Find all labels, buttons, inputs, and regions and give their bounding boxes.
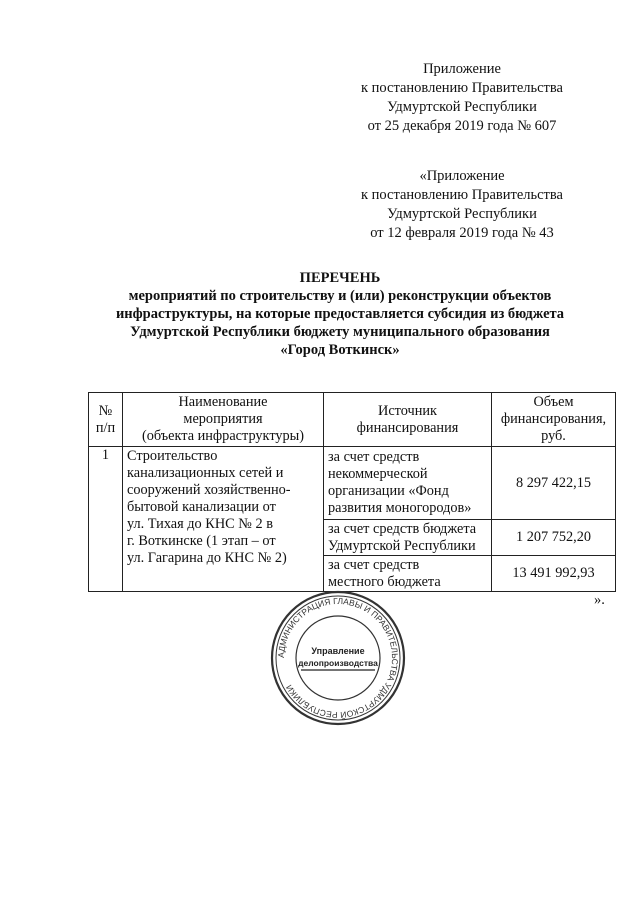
appendix-line: к постановлению Правительства bbox=[361, 80, 563, 96]
row-measure-name bbox=[123, 447, 324, 592]
appendix-line: Приложение bbox=[423, 61, 501, 77]
header-line: № bbox=[98, 402, 113, 419]
name-line: Строительство bbox=[127, 448, 218, 464]
source-line: некоммерческой bbox=[328, 466, 428, 482]
header-amount bbox=[492, 393, 616, 447]
title-line: инфраструктуры, на которые предоставляется субсидия из бюджета bbox=[115, 306, 565, 322]
source-cell bbox=[324, 520, 492, 556]
appendix-current bbox=[342, 60, 582, 136]
closing-quote: ». bbox=[594, 592, 605, 608]
name-line: бытовой канализации от bbox=[127, 499, 276, 515]
header-line: Объем bbox=[533, 394, 574, 410]
header-line: финансирования, bbox=[500, 411, 607, 427]
stamp-ring-text: АДМИНИСТРАЦИЯ ГЛАВЫ И ПРАВИТЕЛЬСТВА УДМУРТСКОЙ РЕСПУБЛИКИ bbox=[275, 595, 401, 721]
header-line: п/п bbox=[95, 419, 116, 436]
title-heading: ПЕРЕЧЕНЬ bbox=[299, 270, 381, 286]
header-source bbox=[324, 393, 492, 447]
source-line: местного бюджета bbox=[328, 573, 441, 590]
measures-table bbox=[88, 392, 616, 592]
amount-cell: 13 491 992,93 bbox=[492, 556, 616, 592]
header-line: мероприятия bbox=[183, 411, 263, 427]
source-line: за счет средств bbox=[328, 449, 420, 465]
source-cell bbox=[324, 556, 492, 592]
document-title bbox=[60, 269, 620, 359]
appendix-line: «Приложение bbox=[419, 168, 505, 184]
title-line: Удмуртской Республики бюджету муниципального образования bbox=[130, 324, 550, 340]
row-num: 1 bbox=[89, 447, 123, 592]
source-line: за счет средств bbox=[328, 556, 420, 573]
header-line: Источник bbox=[378, 402, 437, 419]
name-line: сооружений хозяйственно- bbox=[127, 482, 291, 498]
name-line: ул. Гагарина до КНС № 2) bbox=[127, 550, 287, 566]
appendix-line: к постановлению Правительства bbox=[361, 187, 563, 203]
header-line: руб. bbox=[541, 428, 566, 444]
amount-cell: 1 207 752,20 bbox=[492, 520, 616, 556]
header-line: (объекта инфраструктуры) bbox=[141, 428, 305, 444]
header-line: Наименование bbox=[178, 394, 268, 410]
stamp-inner-line: Управление bbox=[311, 646, 365, 656]
source-cell bbox=[324, 447, 492, 520]
appendix-previous bbox=[342, 167, 582, 243]
table-header-row bbox=[89, 393, 616, 447]
title-line: «Город Воткинск» bbox=[280, 342, 400, 358]
source-line: за счет средств бюджета bbox=[328, 520, 477, 537]
appendix-line: от 25 декабря 2019 года № 607 bbox=[367, 118, 557, 134]
table-row bbox=[89, 447, 616, 520]
name-line: канализационных сетей и bbox=[127, 465, 284, 481]
header-num bbox=[89, 393, 123, 447]
header-name bbox=[123, 393, 324, 447]
source-line: развития моногородов» bbox=[328, 500, 472, 516]
title-line: мероприятий по строительству и (или) реконструкции объектов bbox=[128, 288, 552, 304]
stamp-inner-line: делопроизводства bbox=[298, 658, 378, 668]
appendix-line: Удмуртской Республики bbox=[387, 206, 537, 222]
header-line: финансирования bbox=[356, 419, 459, 436]
source-line: Удмуртской Республики bbox=[328, 537, 476, 554]
appendix-line: от 12 февраля 2019 года № 43 bbox=[370, 225, 554, 241]
appendix-line: Удмуртской Республики bbox=[387, 99, 537, 115]
office-stamp bbox=[268, 588, 408, 728]
source-line: организации «Фонд bbox=[328, 483, 449, 499]
name-line: ул. Тихая до КНС № 2 в bbox=[127, 516, 273, 532]
amount-cell: 8 297 422,15 bbox=[492, 447, 616, 520]
name-line: г. Воткинске (1 этап – от bbox=[127, 533, 276, 549]
